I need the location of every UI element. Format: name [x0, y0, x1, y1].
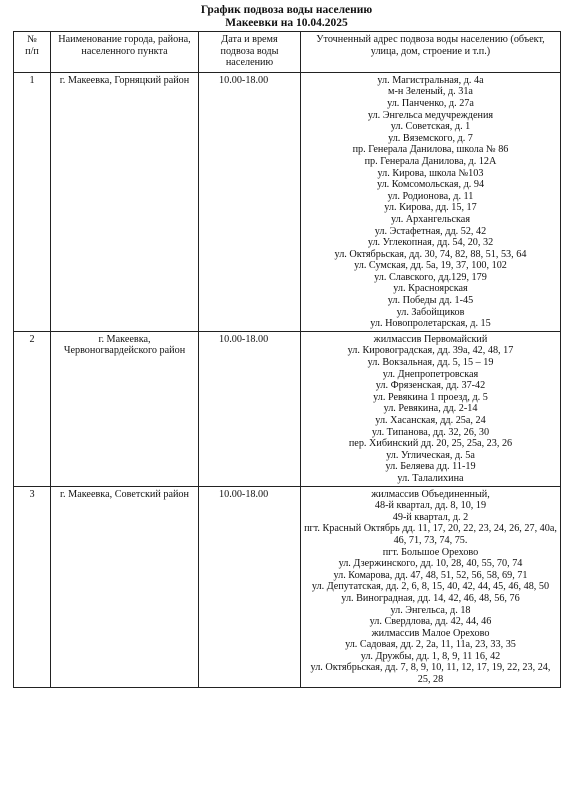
row-number: 1	[14, 72, 51, 331]
address-item: 49-й квартал, д. 2	[392, 511, 469, 523]
header-num: № п/п	[14, 32, 51, 73]
row-city: г. Макеевка, Горняцкий район	[51, 72, 199, 331]
address-item: ул. Углическая, д. 5а	[386, 449, 475, 461]
row-time: 10.00-18.00	[199, 486, 301, 687]
address-item: жилмассив Объединенный,	[371, 488, 490, 500]
address-item: ул. Красноярская	[393, 283, 468, 295]
row-addresses	[301, 331, 561, 486]
header-city: Наименование города, района, населенного пункта	[51, 32, 199, 73]
address-item: ул. Вяземского, д. 7	[388, 132, 473, 144]
row-addresses	[301, 72, 561, 331]
document-title	[0, 4, 573, 30]
address-item: пер. Хибинский дд. 20, 25, 25а, 23, 26	[348, 438, 513, 450]
address-item: ул. Кировоградская, дд. 39а, 42, 48, 17	[347, 345, 514, 357]
row-number: 2	[14, 331, 51, 486]
title-line-2: Макеевки на 10.04.2025	[225, 17, 348, 29]
address-item: ул. Энгельса, д. 18	[390, 604, 471, 616]
address-item: пр. Генерала Данилова, школа № 86	[352, 144, 509, 156]
address-item: ул. Победы дд. 1-45	[387, 295, 474, 307]
address-item: ул. Кирова, дд. 15, 17	[384, 202, 477, 214]
address-item: ул. Свердлова, дд. 42, 44, 46	[369, 616, 492, 628]
address-item: жилмассив Малое Орехово	[371, 627, 490, 639]
address-item: ул. Беляева дд. 11-19	[385, 461, 476, 473]
address-item: ул. Комсомольская, д. 94	[376, 179, 485, 191]
address-item: ул. Виноградная, дд. 14, 42, 46, 48, 56, 76	[341, 592, 520, 604]
address-item: ул. Талалихина	[397, 472, 464, 484]
address-item: ул. Магистральная, д. 4а	[377, 74, 484, 86]
address-item: ул. Славского, дд.129, 179	[374, 271, 487, 283]
address-item: ул. Вокзальная, дд. 5, 15 – 19	[367, 357, 494, 369]
address-item: ул. Архангельская	[390, 213, 471, 225]
address-item: м-н Зеленый, д. 31а	[388, 86, 473, 98]
row-time: 10.00-18.00	[199, 331, 301, 486]
address-item: ул. Дзержинского, дд. 10, 28, 40, 55, 70, 74	[338, 558, 523, 570]
address-item: ул. Ревякина, дд. 2-14	[383, 403, 478, 415]
water-schedule-table	[13, 31, 561, 688]
address-item: ул. Ревякина 1 проезд, д. 5	[373, 391, 488, 403]
address-item: ул. Панченко, д. 27а	[387, 97, 474, 109]
address-item: ул. Кирова, школа №103	[377, 167, 484, 179]
address-item: ул. Депутатская, дд. 2, 6, 8, 15, 40, 42, 44, 45, 46, 48, 50	[311, 581, 550, 593]
address-item: ул. Сумская, дд. 5а, 19, 37, 100, 102	[354, 260, 507, 272]
address-item: ул. Октябрьская, дд. 7, 8, 9, 10, 11, 12, 17, 19, 22, 23, 24, 25, 28	[310, 662, 551, 686]
row-number: 3	[14, 486, 51, 687]
row-city: г. Макеевка, Червоногвардейского район	[51, 331, 199, 486]
address-item: ул. Дружбы, дд. 1, 8, 9, 11 16, 42	[360, 650, 501, 662]
address-item: пр. Генерала Данилова, д. 12А	[364, 155, 497, 167]
address-item: пгт. Большое Орехово	[382, 546, 479, 558]
title-line-1: График подвоза воды населению	[200, 4, 373, 16]
header-address: Уточненный адрес подвоза воды населению (объект, улица, дом, строение и т.п.)	[301, 32, 561, 73]
address-item: ул. Новопролетарская, д. 15	[370, 318, 491, 330]
address-item: ул. Энгельса медучреждения	[367, 109, 494, 121]
address-item: ул. Типанова, дд. 32, 26, 30	[371, 426, 490, 438]
address-item: пгт. Красный Октябрь дд. 11, 17, 20, 22, 23, 24, 26, 27, 40а, 46, 71, 73, 74, 75.	[304, 523, 557, 546]
table-row	[14, 486, 561, 687]
address-item: ул. Углекопная, дд. 54, 20, 32	[367, 237, 494, 249]
row-time: 10.00-18.00	[199, 72, 301, 331]
header-time: Дата и время подвоза воды населению	[199, 32, 301, 73]
address-item: ул. Днепропетровская	[382, 368, 479, 380]
table-row	[14, 331, 561, 486]
row-addresses	[301, 486, 561, 687]
table-header-row	[14, 32, 561, 73]
address-item: ул. Фрязенская, дд. 37-42	[375, 380, 486, 392]
address-item: ул. Комарова, дд. 47, 48, 51, 52, 56, 58, 69, 71	[333, 569, 528, 581]
table-body	[14, 72, 561, 687]
address-item: ул. Забойщиков	[396, 306, 465, 318]
address-item: ул. Хасанская, дд. 25а, 24	[375, 415, 486, 426]
address-item: ул. Родионова, д. 11	[387, 190, 474, 202]
address-item: ул. Советская, д. 1	[390, 121, 471, 133]
address-item: 48-й квартал, дд. 8, 10, 19	[374, 500, 487, 512]
table-row	[14, 72, 561, 331]
address-item: ул. Октябрьская, дд. 30, 74, 82, 88, 51, 53, 64	[334, 248, 527, 260]
address-item: ул. Эстафетная, дд. 52, 42	[374, 225, 487, 237]
address-item: ул. Садовая, дд. 2, 2а, 11, 11а, 23, 33, 35	[345, 639, 516, 651]
address-item: жилмассив Первомайский	[373, 333, 488, 345]
row-city: г. Макеевка, Советский район	[51, 486, 199, 687]
